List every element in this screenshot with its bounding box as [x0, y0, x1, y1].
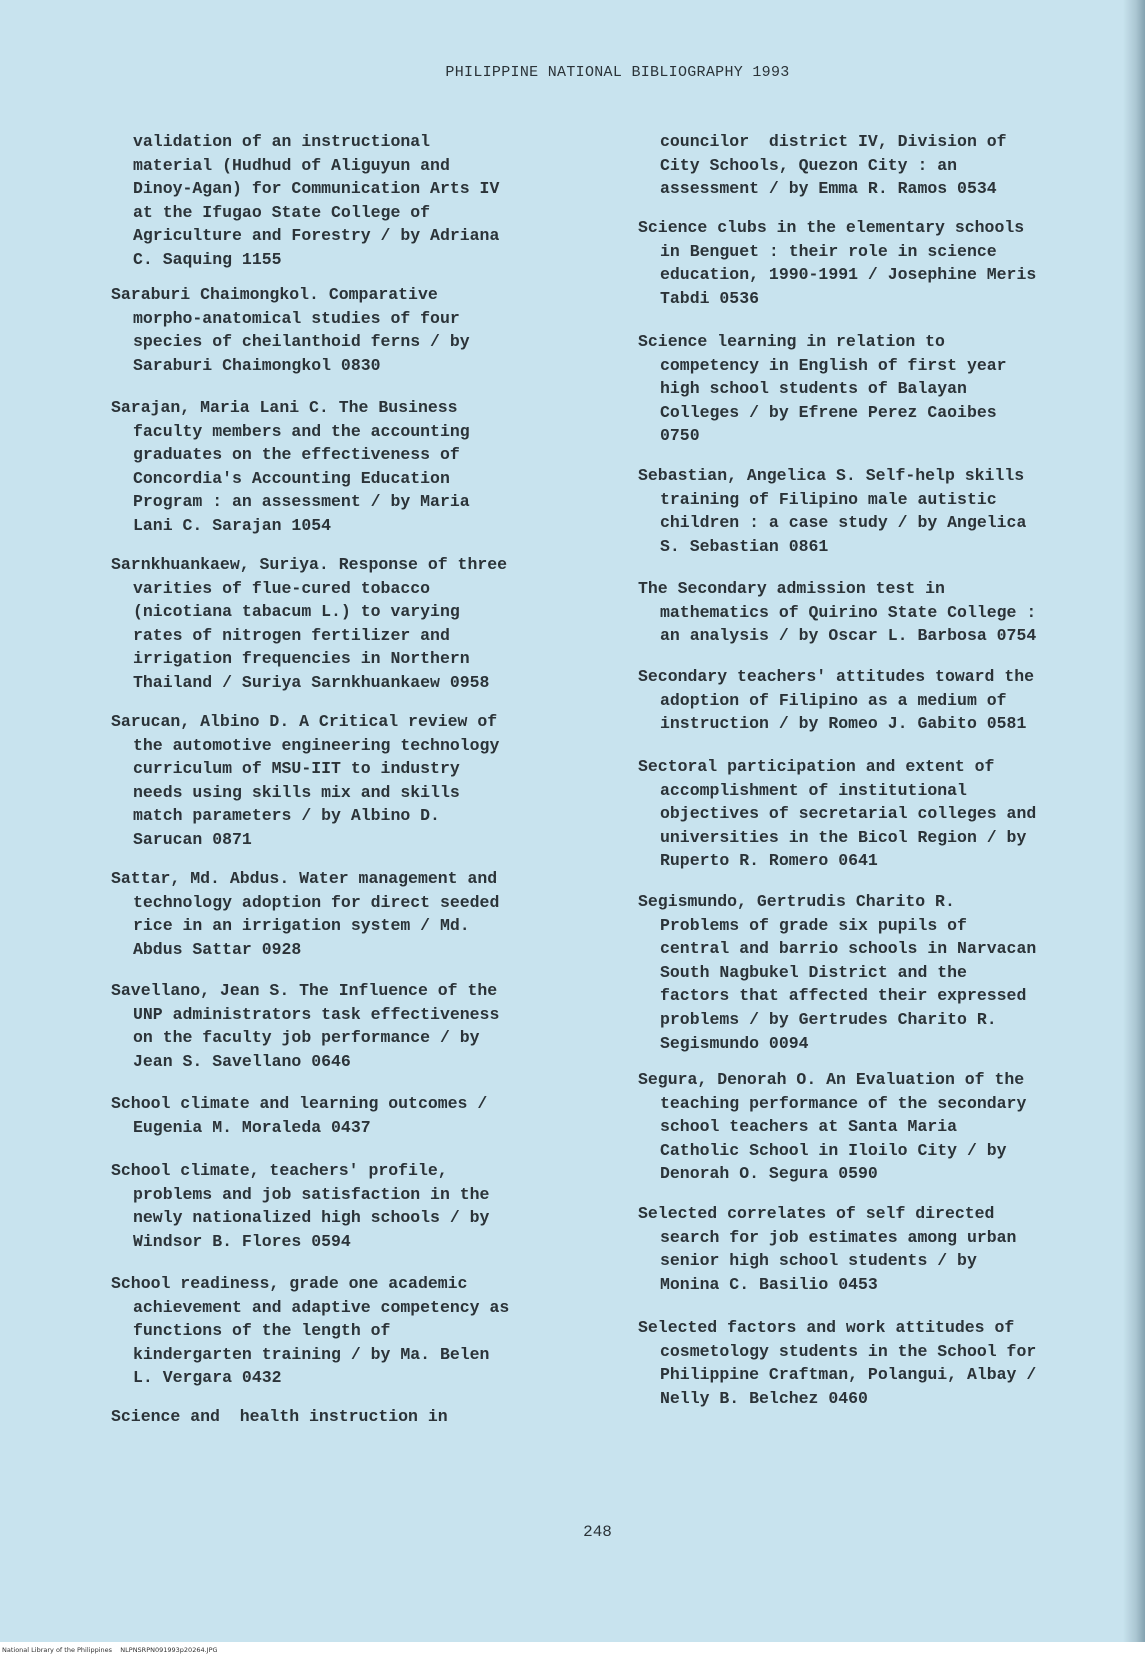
entry-line: mathematics of Quirino State College : [660, 602, 1037, 622]
entry-line: South Nagbukel District and the [660, 962, 967, 982]
entry-line: problems / by Gertrudes Charito R. [660, 1009, 997, 1029]
bib-entry [638, 330, 1007, 448]
entry-line: Catholic School in Iloilo City / by [660, 1140, 1007, 1160]
entry-line: Sarnkhuankaew, Suriya. Response of three [111, 555, 508, 574]
entry-line: Segura, Denorah O. An Evaluation of the [638, 1070, 1025, 1089]
entry-line: in Benguet : their role in science [660, 241, 997, 261]
bib-entry [111, 867, 499, 961]
entry-line: Sattar, Md. Abdus. Water management and [111, 869, 498, 888]
entry-line: Segismundo, Gertrudis Charito R. [638, 892, 955, 911]
entry-line: curriculum of MSU-IIT to industry [133, 759, 460, 779]
entry-line: City Schools, Quezon City : an [660, 155, 958, 175]
entry-line: (nicotiana tabacum L.) to varying [133, 602, 460, 622]
entry-line: Science learning in relation to [638, 332, 945, 351]
entry-line: Jean S. Savellano 0646 [133, 1051, 351, 1071]
entry-line: Sarajan, Maria Lani C. The Business [111, 398, 458, 417]
bib-entry [638, 577, 1036, 648]
entry-line: 0750 [660, 426, 700, 446]
bib-entry [638, 1316, 1036, 1410]
entry-line: C. Saquing 1155 [133, 249, 282, 269]
bib-entry [638, 755, 1036, 873]
bib-entry [111, 979, 499, 1073]
entry-line: validation of an instructional [133, 132, 431, 151]
entry-line: varities of flue-cured tobacco [133, 578, 431, 598]
entry-line: Saraburi Chaimongkol. Comparative [111, 285, 438, 304]
bib-entry [638, 890, 1036, 1055]
entry-line: councilor district IV, Division of [660, 132, 1007, 151]
entry-line: teaching performance of the secondary [660, 1093, 1027, 1113]
entry-line: material (Hudhud of Aliguyun and [133, 155, 450, 175]
entry-line: Ruperto R. Romero 0641 [660, 851, 878, 871]
entry-line: Sebastian, Angelica S. Self-help skills [638, 466, 1025, 485]
bib-entry [111, 283, 470, 377]
entry-line: universities in the Bicol Region / by [660, 827, 1027, 847]
entry-line: Saraburi Chaimongkol 0830 [133, 355, 381, 375]
page-edge-shadow [1123, 0, 1145, 1658]
bib-entry [111, 1092, 487, 1139]
entry-line: achievement and adaptive competency as [133, 1297, 510, 1317]
entry-line: Problems of grade six pupils of [660, 915, 967, 935]
entry-line: Segismundo 0094 [660, 1033, 809, 1053]
entry-line: competency in English of first year [660, 355, 1007, 375]
entry-line: training of Filipino male autistic [660, 489, 997, 509]
entry-line: Colleges / by Efrene Perez Caoibes [660, 402, 997, 422]
bib-entry [638, 130, 1007, 201]
entry-line: Science and health instruction in [111, 1407, 448, 1426]
entry-line: Sectoral participation and extent of [638, 757, 995, 776]
entry-line: children : a case study / by Angelica [660, 513, 1027, 533]
entry-line: Eugenia M. Moraleda 0437 [133, 1117, 371, 1137]
bib-entry [111, 130, 499, 272]
entry-line: education, 1990-1991 / Josephine Meris [660, 265, 1037, 285]
entry-line: The Secondary admission test in [638, 579, 945, 598]
entry-line: an analysis / by Oscar L. Barbosa 0754 [660, 626, 1037, 646]
entry-line: species of cheilanthoid ferns / by [133, 332, 470, 352]
entry-line: rice in an irrigation system / Md. [133, 916, 470, 936]
entry-line: graduates on the effectiveness of [133, 445, 460, 465]
bib-entry [638, 1202, 1016, 1296]
bib-entry [638, 665, 1034, 736]
entry-line: S. Sebastian 0861 [660, 536, 829, 556]
entry-line: school teachers at Santa Maria [660, 1117, 958, 1137]
entry-line: Program : an assessment / by Maria [133, 492, 470, 512]
entry-line: Monina C. Basilio 0453 [660, 1274, 878, 1294]
entry-line: Nelly B. Belchez 0460 [660, 1388, 868, 1408]
entry-line: faculty members and the accounting [133, 421, 470, 441]
entry-line: accomplishment of institutional [660, 780, 967, 800]
entry-line: rates of nitrogen fertilizer and [133, 625, 450, 645]
entry-line: technology adoption for direct seeded [133, 892, 500, 912]
entry-line: factors that affected their expressed [660, 986, 1027, 1006]
entry-line: Abdus Sattar 0928 [133, 939, 302, 959]
entry-line: needs using skills mix and skills [133, 782, 460, 802]
bib-entry [111, 710, 499, 852]
entry-line: newly nationalized high schools / by [133, 1208, 490, 1228]
entry-line: Science clubs in the elementary schools [638, 218, 1025, 237]
entry-line: match parameters / by Albino D. [133, 806, 440, 826]
scan-footer: National Library of the Philippines NLPNSRPN091993p20264.JPG [0, 1642, 1145, 1658]
entry-line: objectives of secretarial colleges and [660, 804, 1037, 824]
entry-line: cosmetology students in the School for [660, 1341, 1037, 1361]
entry-line: Selected correlates of self directed [638, 1204, 995, 1223]
entry-line: irrigation frequencies in Northern [133, 649, 470, 669]
entry-line: Selected factors and work attitudes of [638, 1318, 1015, 1337]
bib-entry [111, 1272, 509, 1390]
entry-line: assessment / by Emma R. Ramos 0534 [660, 179, 997, 199]
page-number: 248 [583, 1523, 612, 1541]
entry-line: Sarucan 0871 [133, 829, 252, 849]
entry-line: UNP administrators task effectiveness [133, 1004, 500, 1024]
entry-line: the automotive engineering technology [133, 735, 500, 755]
entry-line: high school students of Balayan [660, 379, 967, 399]
entry-line: morpho-anatomical studies of four [133, 308, 460, 328]
entry-line: senior high school students / by [660, 1251, 977, 1271]
entry-line: Windsor B. Flores 0594 [133, 1231, 351, 1251]
entry-line: functions of the length of [133, 1321, 391, 1341]
entry-line: Secondary teachers' attitudes toward the [638, 667, 1035, 686]
entry-line: on the faculty job performance / by [133, 1028, 480, 1048]
entry-line: problems and job satisfaction in the [133, 1184, 490, 1204]
bib-entry [111, 1159, 489, 1253]
bib-entry [111, 553, 507, 695]
entry-line: search for job estimates among urban [660, 1227, 1017, 1247]
bib-entry [638, 1068, 1026, 1186]
entry-line: instruction / by Romeo J. Gabito 0581 [660, 714, 1027, 734]
entry-line: Denorah O. Segura 0590 [660, 1164, 878, 1184]
entry-line: Tabdi 0536 [660, 288, 760, 308]
bib-entry [638, 216, 1036, 310]
entry-line: Philippine Craftman, Polangui, Albay / [660, 1365, 1037, 1385]
bib-entry [638, 464, 1026, 558]
entry-line: School climate and learning outcomes / [111, 1094, 488, 1113]
running-head: PHILIPPINE NATIONAL BIBLIOGRAPHY 1993 [445, 64, 790, 81]
entry-line: School climate, teachers' profile, [111, 1161, 448, 1180]
entry-line: at the Ifugao State College of [133, 202, 431, 222]
entry-line: Lani C. Sarajan 1054 [133, 515, 332, 535]
bib-entry [111, 396, 470, 538]
entry-line: kindergarten training / by Ma. Belen [133, 1344, 490, 1364]
entry-line: Dinoy-Agan) for Communication Arts IV [133, 179, 500, 199]
bib-entry [111, 1405, 448, 1429]
entry-line: central and barrio schools in Narvacan [660, 939, 1037, 959]
entry-line: Sarucan, Albino D. A Critical review of [111, 712, 498, 731]
entry-line: adoption of Filipino as a medium of [660, 690, 1007, 710]
entry-line: Savellano, Jean S. The Influence of the [111, 981, 498, 1000]
entry-line: Agriculture and Forestry / by Adriana [133, 226, 500, 246]
entry-line: Thailand / Suriya Sarnkhuankaew 0958 [133, 672, 490, 692]
entry-line: L. Vergara 0432 [133, 1368, 282, 1388]
entry-line: Concordia's Accounting Education [133, 468, 450, 488]
entry-line: School readiness, grade one academic [111, 1274, 468, 1293]
